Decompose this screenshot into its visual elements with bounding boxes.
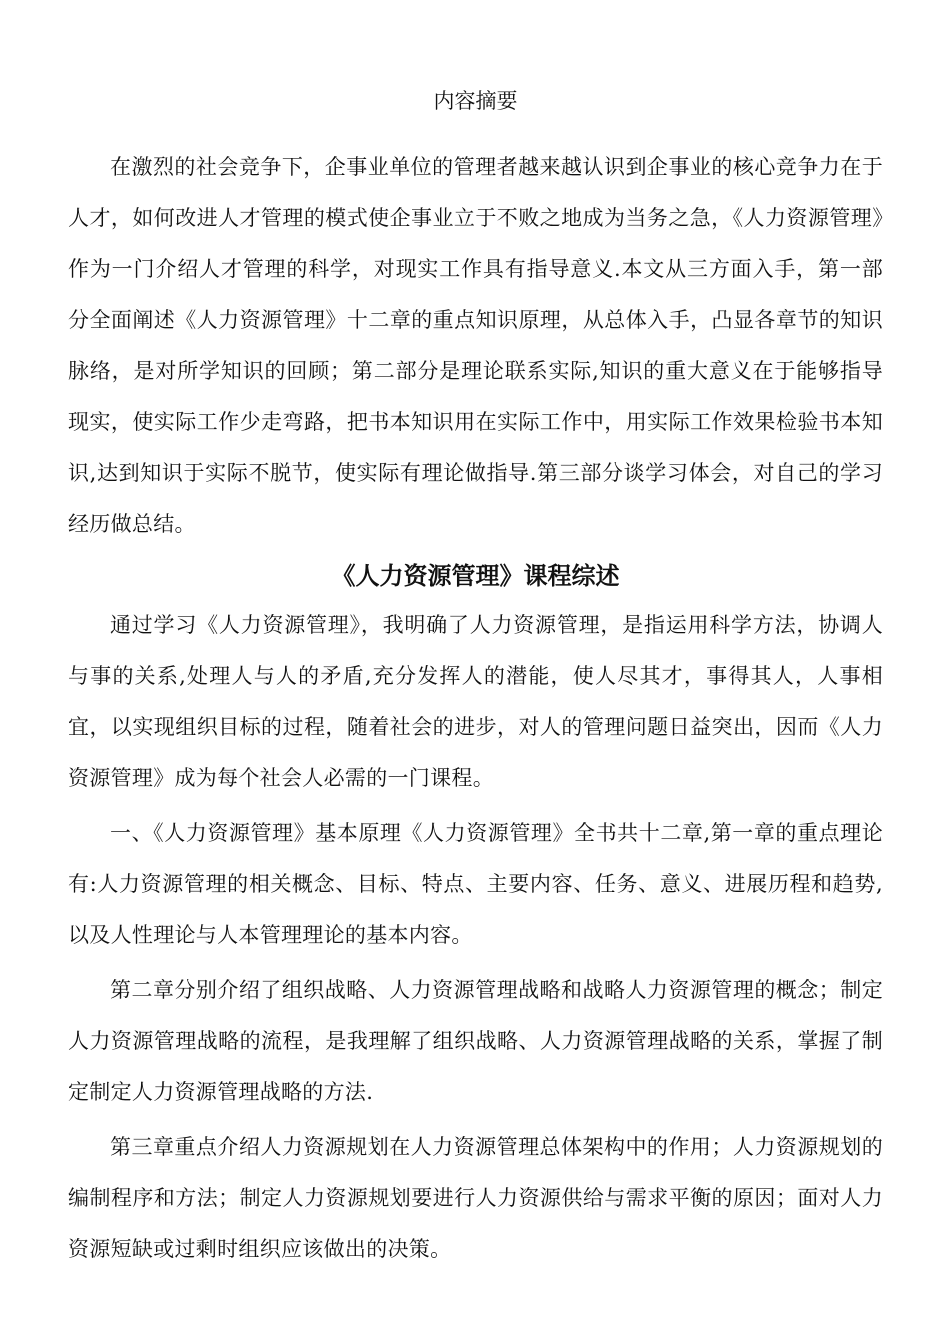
abstract-paragraph: 在激烈的社会竞争下，企事业单位的管理者越来越认识到企事业的核心竞争力在于人才，如何改进人才管理的模式使企事业立于不败之地成为当务之急，《人力资源管理》作为一门介绍人才管理的科学，对现实工作具有指导意义.本文从三方面入手，第一部分全面阐述《人力资源管理》十二章的重点知识原理，从总体入手，凸显各章节的知识脉络，是对所学知识的回顾；第二部分是理论联系实际,知识的重大意义在于能够指导现实，使实际工作少走弯路，把书本知识用在实际工作中，用实际工作效果检验书本知识,达到知识于实际不脱节，使实际有理论做指导.第三部分谈学习体会，对自己的学习经历做总结。 [68,155,883,536]
document-page [68,86,883,1275]
intro-paragraph: 通过学习《人力资源管理》，我明确了人力资源管理，是指运用科学方法，协调人与事的关系,处理人与人的矛盾,充分发挥人的潜能，使人尽其才，事得其人，人事相宜，以实现组织目标的过程，随着社会的进步，对人的管理问题日益突出，因而《人力资源管理》成为每个社会人必需的一门课程。 [68,613,883,790]
chapter-three-paragraph: 第三章重点介绍人力资源规划在人力资源管理总体架构中的作用；人力资源规划的编制程序和方法；制定人力资源规划要进行人力资源供给与需求平衡的原因；面对人力资源短缺或过剩时组织应该做出的决策。 [68,1135,883,1261]
chapter-one-paragraph: 一、《人力资源管理》基本原理《人力资源管理》全书共十二章,第一章的重点理论有:人力资源管理的相关概念、目标、特点、主要内容、任务、意义、进展历程和趋势,以及人性理论与人本管理理论的基本内容。 [68,821,883,947]
course-title: 《人力资源管理》课程综述 [331,562,620,590]
chapter-two-paragraph: 第二章分别介绍了组织战略、人力资源管理战略和战略人力资源管理的概念；制定人力资源管理战略的流程，是我理解了组织战略、人力资源管理战略的关系，掌握了制定制定人力资源管理战略的方法. [68,978,883,1104]
abstract-title: 内容摘要 [433,89,518,113]
